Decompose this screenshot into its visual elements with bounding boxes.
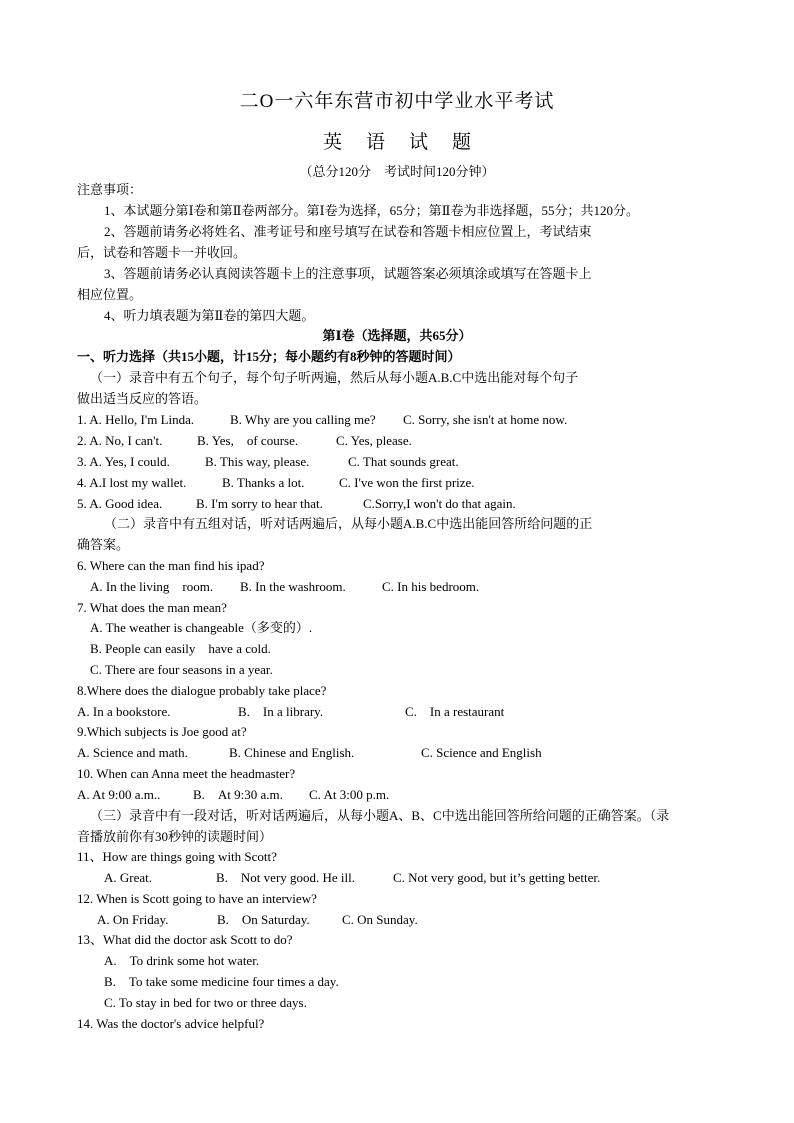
question-7: 7. What does the man mean? (77, 600, 227, 615)
question-10: 10. When can Anna meet the headmaster? (77, 766, 296, 781)
question-11: 11、How are things going with Scott? (77, 849, 277, 864)
option: B. On Saturday. (217, 912, 310, 927)
option: B. Why are you calling me? (230, 412, 376, 427)
option: C. That sounds great. (348, 454, 459, 469)
question-5 (77, 496, 516, 512)
option: C. On Sunday. (342, 912, 418, 927)
option: C. There are four seasons in a year. (90, 662, 273, 677)
instruction-text: 确答案。 (77, 537, 130, 552)
option: B. In the washroom. (240, 579, 346, 594)
exam-subject-title (0, 127, 794, 154)
part-heading: 一、听力选择（共15小题，计15分；每小题约有8秒钟的答题时间） (77, 349, 461, 364)
instruction-text: （三）录音中有一段对话，听对话两遍后，从每小题A、B、C中选出能回答所给问题的正确答案。（录 (90, 808, 670, 823)
instruction-text: 音播放前你有30秒钟的读题时间） (77, 829, 273, 844)
note-item: 3、答题前请务必认真阅读答题卡上的注意事项，试题答案必须填涂或填写在答题卡上 (104, 266, 592, 281)
note-item: 4、听力填表题为第Ⅱ卷的第四大题。 (104, 308, 315, 323)
question-12: 12. When is Scott going to have an interview? (77, 891, 317, 906)
option: 4. A.I lost my wallet. (77, 475, 187, 490)
question-11-options (104, 870, 600, 886)
subject-char: 题 (452, 132, 472, 153)
option: B. Not very good. He ill. (216, 870, 356, 885)
exam-title: 二O一六年东营市初中学业水平考试 (239, 91, 555, 112)
exam-meta: （总分120分 考试时间120分钟） (299, 164, 495, 179)
option: B. Thanks a lot. (222, 475, 305, 490)
option: B. People can easily have a cold. (90, 641, 271, 656)
question-9-options (77, 745, 542, 761)
option: A. Great. (104, 870, 153, 885)
option: B. Yes, of course. (197, 433, 299, 448)
option: C. I've won the first prize. (339, 475, 475, 490)
option: A. In a bookstore. (77, 704, 171, 719)
subject-char: 试 (409, 132, 429, 153)
option: C. Sorry, she isn't at home now. (403, 412, 568, 427)
option: C.Sorry,I won't do that again. (363, 496, 516, 511)
option: B. To take some medicine four times a day. (104, 974, 339, 989)
question-3 (77, 454, 459, 470)
question-12-options (97, 912, 418, 928)
option: C. To stay in bed for two or three days. (104, 995, 307, 1010)
option: A. In the living room. (90, 579, 214, 594)
option: C. Science and English (421, 745, 542, 760)
question-9: 9.Which subjects is Joe good at? (77, 724, 247, 739)
question-1 (77, 412, 567, 428)
option: B. Chinese and English. (229, 745, 355, 760)
question-4 (77, 475, 475, 491)
question-6-options (90, 579, 479, 595)
option: A. On Friday. (97, 912, 169, 927)
option: 1. A. Hello, I'm Linda. (77, 412, 195, 427)
option: A. At 9:00 a.m.. (77, 787, 161, 802)
option: B. This way, please. (205, 454, 310, 469)
option: A. To drink some hot water. (104, 953, 260, 968)
question-2 (77, 433, 412, 449)
option: A. The weather is changeable（多变的）. (90, 620, 313, 635)
subject-char: 语 (365, 132, 385, 153)
option: 5. A. Good idea. (77, 496, 163, 511)
option: C. Not very good, but it’s getting better. (393, 870, 601, 885)
option: B. At 9:30 a.m. (193, 787, 283, 802)
question-6: 6. Where can the man find his ipad? (77, 558, 265, 573)
subject-char: 英 (322, 132, 342, 153)
notes-label: 注意事项： (77, 182, 143, 197)
option: C. In a restaurant (405, 704, 505, 719)
option: 2. A. No, I can't. (77, 433, 163, 448)
instruction-text: 做出适当反应的答语。 (77, 391, 208, 406)
instruction-text: （二）录音中有五组对话，听对话两遍后，从每小题A.B.C中选出能回答所给问题的正 (104, 516, 593, 531)
note-item: 相应位置。 (77, 287, 143, 302)
question-14: 14. Was the doctor's advice helpful? (77, 1016, 265, 1031)
section-title: 第Ⅰ卷（选择题，共65分） (322, 328, 472, 343)
question-8: 8.Where does the dialogue probably take place? (77, 683, 327, 698)
option: A. Science and math. (77, 745, 188, 760)
option: C. Yes, please. (336, 433, 412, 448)
note-item: 2、答题前请务必将姓名、准考证号和座号填写在试卷和答题卡相应位置上，考试结束 (104, 224, 592, 239)
instruction-text: （一）录音中有五个句子，每个句子听两遍，然后从每小题A.B.C中选出能对每个句子 (90, 370, 579, 385)
question-8-options (77, 704, 504, 720)
option: 3. A. Yes, I could. (77, 454, 170, 469)
option: B. In a library. (238, 704, 324, 719)
note-item: 1、本试题分第Ⅰ卷和第Ⅱ卷两部分。第Ⅰ卷为选择，65分；第Ⅱ卷为非选择题，55分；共120分。 (104, 203, 639, 218)
option: B. I'm sorry to hear that. (196, 496, 323, 511)
option: C. In his bedroom. (382, 579, 480, 594)
question-10-options (77, 787, 389, 803)
note-item: 后，试卷和答题卡一并收回。 (77, 245, 247, 260)
option: C. At 3:00 p.m. (309, 787, 390, 802)
question-13: 13、What did the doctor ask Scott to do? (77, 932, 293, 947)
